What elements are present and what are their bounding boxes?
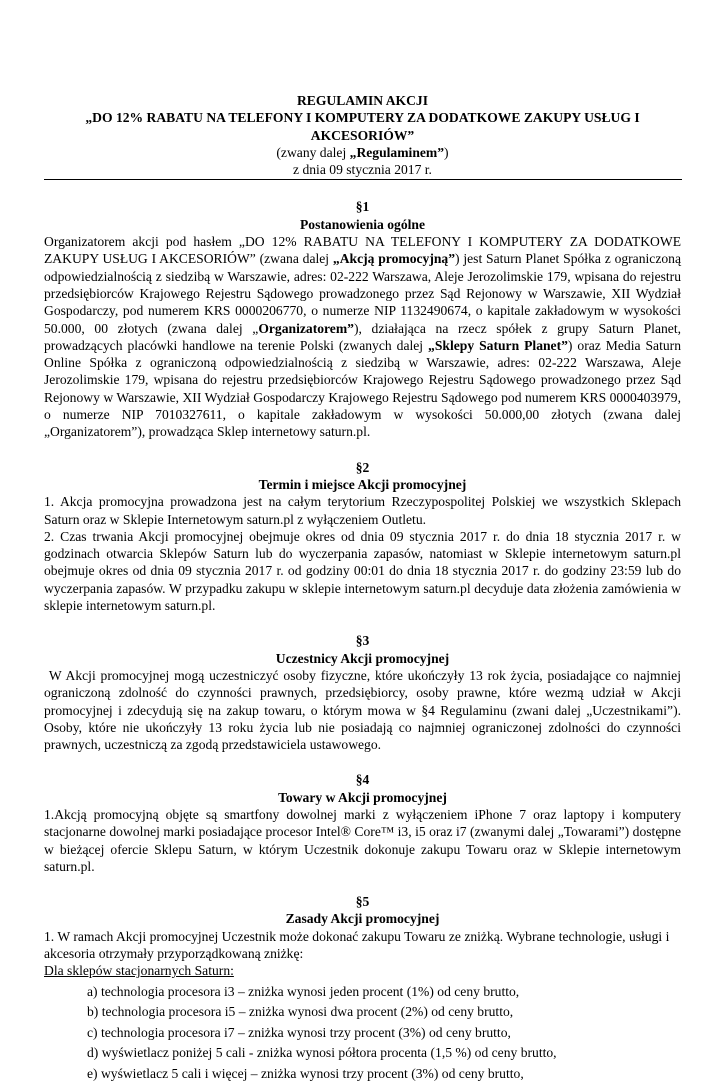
section-5 — [44, 893, 681, 1082]
header-divider — [44, 179, 682, 180]
section-2-paragraph-2: 2. Czas trwania Akcji promocyjnej obejmuje okres od dnia 09 stycznia 2017 r. do dnia 18 stycznia 2017 r. w godzinach otwarcia Sklepów Saturn lub do wyczerpania zapasów, natomiast w Sklepie internetowym saturn.pl obejmuje okres od dnia 09 stycznia 2017 r. od godziny 00:01 do dnia 18 stycznia 2017 r. do godziny 23:59 lub do wyczerpania zapasów. W przypadku zakupu w sklepie internetowym saturn.pl decyduje data złożenia zamówienia w sklepie internetowym saturn.pl. — [44, 528, 681, 614]
document-header — [44, 92, 681, 180]
document-title-line-2: „DO 12% RABATU NA TELEFONY I KOMPUTERY ZA DODATKOWE ZAKUPY USŁUG I — [85, 110, 640, 126]
document-title: REGULAMIN AKCJI — [296, 93, 429, 108]
section-1-paragraph: Organizatorem akcji pod hasłem „DO 12% RABATU NA TELEFONY I KOMPUTERY ZA DODATKOWE ZAKUPY USŁUG I AKCESORIÓW” (zwana dalej „Akcją promocyjną”) jest Saturn Planet Spółka z ograniczoną odpowiedzialnością z siedzibą w Warszawie, adres: 02-222 Warszawa, Aleje Jerozolimskie 179, wpisana do rejestru przedsiębiorców Krajowego Rejestru Sądowego prowadzonego przez Sąd Rejonowy w Warszawie, XII Wydział Gospodarczy, pod numerem KRS 0000206770, o numerze NIP 1132490674, o kapitale zakładowym w wysokości 50.000, 00 złotych (zwana dalej „Organizatorem”), działająca na rzecz spółek z grupy Saturn Planet, prowadzących placówki handlowe na terenie Polski (zwanych dalej „Sklepy Saturn Planet”) oraz Media Saturn Online Spółka z ograniczoną odpowiedzialnością z siedzibą w Warszawie, adres: 02-222 Warszawa, Aleje Jerozolimskie 179, wpisana do rejestru przedsiębiorców Krajowego Rejestru Sądowego prowadzonego przez Sąd Rejonowy w Warszawie, XII Wydział Gospodarczy Krajowego Rejestru Sądowego pod numerem KRS 0000403979, o numerze NIP 7010327611, o kapitale zakładowym w wysokości 50.000,00 złotych (zwana dalej „Organizatorem”), prowadząca Sklep internetowy saturn.pl. — [44, 234, 681, 440]
section-3-number: §3 — [355, 633, 370, 649]
section-4-paragraph: 1.Akcją promocyjną objęte są smartfony dowolnej marki z wyłączeniem iPhone 7 oraz laptopy i komputery stacjonarne dowolnej marki posiadające procesor Intel® Core™ i3, i5 oraz i7 (zwanymi dalej „Towarami”) dostępne w bieżącej ofercie Sklepu Saturn, w którym Uczestnik dokonuje zakupu Towaru oraz w Sklepie internetowym saturn.pl. — [44, 806, 681, 874]
section-4-number: §4 — [355, 772, 370, 788]
regulation-document — [44, 92, 685, 1085]
list-item: b) technologia procesora i5 – zniżka wynosi dwa procent (2%) od ceny brutto, — [87, 1004, 514, 1020]
list-item: d) wyświetlacz poniżej 5 cali - zniżka wynosi półtora procenta (1,5 %) od ceny brutto, — [87, 1045, 557, 1061]
section-5-title: Zasady Akcji promocyjnej — [285, 911, 440, 927]
section-1-title: Postanowienia ogólne — [300, 216, 425, 232]
list-item: a) technologia procesora i3 – zniżka wynosi jeden procent (1%) od ceny brutto, — [87, 983, 520, 999]
section-3-paragraph: W Akcji promocyjnej mogą uczestniczyć osoby fizyczne, które ukończyły 13 rok życia, posiadające co najmniej ograniczoną zdolność do czynności prawnych, przedsiębiorcy, osoby prawne, które wezmą udział w Akcji promocyjnej i zdecydują się na zakup towaru, o którym mowa w §4 Regulaminu (zwani dalej „Uczestnikami”). Osoby, które nie ukończyły 13 roku życia lub nie posiadają co najmniej ograniczonej zdolności do czynności prawnych, uczestniczą za zgodą przedstawiciela ustawowego. — [44, 667, 685, 753]
section-2-paragraph-1: 1. Akcja promocyjna prowadzona jest na całym terytorium Rzeczypospolitej Polskiej we wszystkich Sklepach Saturn oraz w Sklepie Internetowym saturn.pl z wyłączeniem Outletu. — [44, 494, 681, 527]
list-item: e) wyświetlacz 5 cali i więcej – zniżka wynosi trzy procent (3%) od ceny brutto, — [87, 1065, 524, 1081]
section-3-title: Uczestnicy Akcji promocyjnej — [275, 650, 450, 666]
section-5-number: §5 — [355, 894, 370, 910]
section-2 — [44, 459, 681, 615]
section-4-title: Towary w Akcji promocyjnej — [278, 789, 447, 805]
section-1 — [44, 198, 681, 440]
section-2-title: Termin i miejsce Akcji promocyjnej — [258, 476, 467, 492]
section-4 — [44, 771, 681, 875]
section-2-number: §2 — [355, 459, 370, 475]
section-3 — [44, 632, 685, 753]
document-title-line-3: AKCESORIÓW” — [310, 127, 415, 143]
document-date: z dnia 09 stycznia 2017 r. — [293, 162, 432, 178]
list-item: c) technologia procesora i7 – zniżka wynosi trzy procent (3%) od ceny brutto, — [87, 1024, 511, 1040]
document-called: (zwany dalej „Regulaminem”) — [276, 144, 449, 160]
section-5-paragraph: 1. W ramach Akcji promocyjnej Uczestnik może dokonać zakupu Towaru ze zniżką. Wybrane technologie, usługi i akcesoria otrzymały przyporządkowaną zniżkę: — [44, 928, 670, 962]
discount-list — [44, 983, 681, 1082]
stores-label: Dla sklepów stacjonarnych Saturn: — [44, 963, 234, 979]
section-1-number: §1 — [355, 199, 370, 215]
